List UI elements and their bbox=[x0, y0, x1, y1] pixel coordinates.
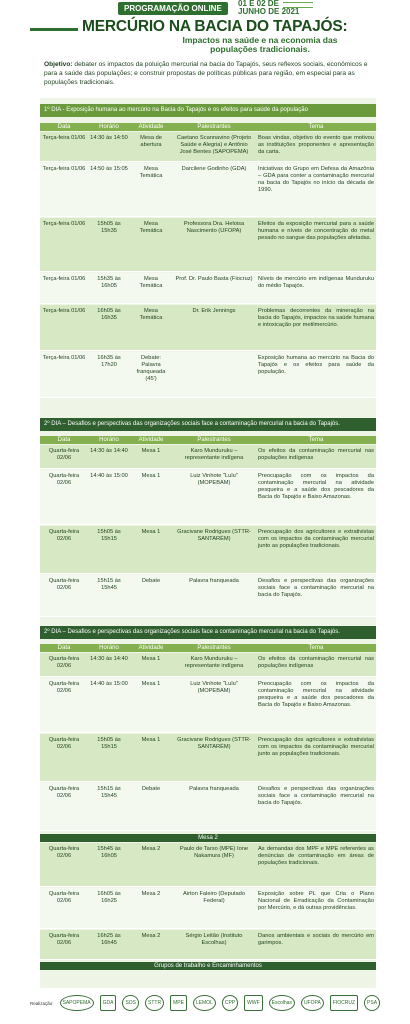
cell-topic: Desafios e perspectivas das organizações sociais face a contaminação mercurial na bacia do Tapajós. bbox=[258, 578, 374, 598]
workgroups-bar: Grupos de trabalho e Encaminhamentos bbox=[40, 962, 376, 970]
table-row bbox=[40, 653, 376, 677]
col-topic: Tema bbox=[308, 645, 324, 651]
cell-activity: Debate bbox=[141, 578, 161, 584]
cell-time: 15h05 às 15h35 bbox=[97, 221, 121, 234]
cell-date: Quarta-feira 02/06 bbox=[48, 529, 80, 542]
table-row bbox=[40, 783, 376, 831]
cell-speaker: Dr. Erik Jennings bbox=[192, 308, 236, 314]
sponsor-logo: STTR bbox=[145, 995, 164, 1011]
cell-date: Terça-feira 01/06 bbox=[42, 221, 86, 227]
realizacao-label: Realização: bbox=[30, 1000, 54, 1006]
cell-date: Quarta-feira 02/06 bbox=[48, 681, 80, 694]
sponsor-logos bbox=[30, 992, 380, 1014]
cell-time: 16h35 às 17h20 bbox=[97, 355, 121, 368]
cell-topic: Preocupação com os impactos da contaminação mercurial na atividade pesqueira e a saúde dos pescadores da Bacia do Tapajós e Baixo Amazonas. bbox=[258, 681, 374, 708]
sponsor-logo: LEMOL bbox=[193, 995, 216, 1011]
dates-line1: 01 E 02 DE bbox=[238, 0, 279, 8]
cell-date: Quarta-feira 02/06 bbox=[48, 891, 80, 904]
cell-date: Terça-feira 01/06 bbox=[42, 355, 86, 361]
cell-activity: Mesa 2 bbox=[141, 891, 161, 897]
cell-topic: Desafios e perspectivas das organizações sociais face a contaminação mercurial na bacia do Tapajós. bbox=[258, 786, 374, 806]
table-row bbox=[40, 734, 376, 782]
cell-time: 14:30 às 14:40 bbox=[90, 448, 128, 454]
cell-time: 14:40 às 15:00 bbox=[90, 473, 128, 479]
cell-speaker: Gracivane Rodrigues (STTR- SANTARÉM) bbox=[177, 529, 251, 542]
cell-time: 15h35 às 16h05 bbox=[97, 276, 121, 289]
cell-time: 15h15 às 15h45 bbox=[97, 786, 121, 799]
sponsor-logo: CPP bbox=[222, 995, 238, 1011]
cell-date: Terça-feira 01/06 bbox=[42, 166, 86, 172]
cell-topic: Danos ambientais e sociais do mercúrio em garimpos. bbox=[258, 933, 374, 946]
cell-date: Terça-feira 01/06 bbox=[42, 308, 86, 314]
cell-date: Quarta-feira 02/06 bbox=[48, 578, 80, 591]
table-row bbox=[40, 445, 376, 469]
waves-icon bbox=[283, 2, 313, 8]
cell-time: 16h05 às 16h25 bbox=[97, 891, 121, 904]
cell-speaker: Karo Munduruku – representante indígena bbox=[184, 448, 244, 461]
col-activity: Atividade bbox=[138, 437, 164, 443]
day2b-title: 2º DIA – Desafios e perspectivas das organizações sociais face a contaminação mercurial na bacia do Tapajós. bbox=[40, 626, 376, 639]
table-row bbox=[40, 888, 376, 929]
cell-date: Quarta-feira 02/06 bbox=[48, 846, 80, 859]
cell-time: 15h45 às 16h05 bbox=[97, 846, 121, 859]
cell-topic: Os efeitos da contaminação mercurial nas populações indígenas bbox=[258, 656, 374, 669]
table-header-day2b bbox=[40, 644, 376, 652]
cell-speaker bbox=[172, 352, 256, 397]
cell-activity: Mesa Temática bbox=[139, 276, 163, 289]
table-row bbox=[40, 218, 376, 272]
cell-time: 14:50 às 15:05 bbox=[90, 166, 128, 172]
mesa2-title: Mesa 2 bbox=[40, 834, 376, 842]
cell-speaker: Gracivane Rodrigues (STTR- SANTARÉM) bbox=[177, 737, 251, 750]
table-header-day2a bbox=[40, 436, 376, 444]
cell-speaker: Palavra franqueada bbox=[189, 578, 239, 584]
table-row bbox=[40, 273, 376, 304]
col-date: Data bbox=[57, 645, 71, 651]
table-row bbox=[40, 678, 376, 733]
cell-time: 14:30 às 14:40 bbox=[90, 656, 128, 662]
cell-speaker: Luiz Vinhote "Lulu" (MOPEBAM) bbox=[190, 681, 238, 694]
sponsor-logo: WWF bbox=[244, 995, 263, 1011]
cell-speaker: Professora Dra. Heloisa Nascimento (UFOPA) bbox=[183, 221, 245, 234]
cell-topic: Preocupação dos agricultores e extrativistas com os impactos da contaminação mercurial junto as populações tradicionais. bbox=[258, 737, 374, 757]
logo-list bbox=[60, 995, 381, 1011]
cell-time: 14:40 às 15:00 bbox=[90, 681, 128, 687]
cell-topic: Níveis de mercúrio em indígenas Munduruku do médio Tapajós. bbox=[258, 276, 374, 289]
cell-topic: Os efeitos da contaminação mercurial nas populações indígenas bbox=[258, 448, 374, 461]
cell-activity: Debate: Palavra franqueada (45') bbox=[136, 355, 166, 382]
cell-speaker: Paulo de Tarso (MPE) Ione Nakamura (MF) bbox=[179, 846, 249, 859]
col-topic: Tema bbox=[308, 437, 324, 443]
sponsor-logo: MPE bbox=[170, 995, 187, 1011]
page-title: MERCÚRIO NA BACIA DO TAPAJÓS: bbox=[82, 18, 348, 35]
cell-activity: Mesa 2 bbox=[141, 846, 161, 852]
cell-speaker: Sérgio Leitão (Instituto Escolhas) bbox=[185, 933, 243, 946]
sponsor-logo: SOS bbox=[122, 995, 139, 1011]
table-row bbox=[40, 132, 376, 162]
cell-activity: Mesa 1 bbox=[141, 681, 161, 687]
table-row bbox=[40, 352, 376, 398]
cell-time: 14:30 às 14:50 bbox=[90, 135, 128, 141]
col-activity: Atividade bbox=[138, 124, 164, 130]
col-speakers: Palestrantes bbox=[197, 124, 231, 130]
sponsor-logo: SAPOPEMA bbox=[60, 995, 94, 1011]
sponsor-logo: PSA bbox=[364, 995, 380, 1011]
sponsor-logo: UFOPA bbox=[301, 995, 324, 1011]
cell-topic: Exposição humana ao mercúrio na Bacia do Tapajós e os efeitos para saúde da população. bbox=[258, 355, 374, 375]
table-row bbox=[40, 843, 376, 887]
cell-time: 16h25 às 16h45 bbox=[97, 933, 121, 946]
col-date: Data bbox=[57, 124, 71, 130]
title-divider bbox=[30, 28, 78, 31]
cell-date: Quarta-feira 02/06 bbox=[48, 656, 80, 669]
cell-speaker: Airton Faleiro (Deputado Federal) bbox=[183, 891, 245, 904]
cell-date: Quarta-feira 02/06 bbox=[48, 473, 80, 486]
cell-time: 15h05 às 15h15 bbox=[97, 529, 121, 542]
cell-topic: Preocupação com os impactos da contaminação mercurial na atividade pesqueira e a saúde dos pescadores da Bacia do Tapajós e Baixo Amazonas. bbox=[258, 473, 374, 500]
cell-topic: Iniciativas do Grupo em Defesa da Amazônia – GDA para conter a contaminação mercurial na bacia do Tapajós no início da década de 1990. bbox=[258, 166, 374, 193]
cell-activity: Mesa 1 bbox=[141, 473, 161, 479]
cell-time: 15h15 às 15h45 bbox=[97, 578, 121, 591]
cell-speaker: Caetano Scannavino (Projeto Saúde e Alegria) e Antônio José Bentes (SAPOPEMA) bbox=[176, 135, 252, 155]
cell-topic: Efeitos da exposição mercurial para a saúde humana e níveis de concentração do metal pesado no sangue das populações afetadas. bbox=[258, 221, 374, 241]
dates-line2: JUNHO DE 2021 bbox=[238, 7, 300, 16]
cell-activity: Mesa 1 bbox=[141, 737, 161, 743]
table-row bbox=[40, 930, 376, 960]
table-header-day1 bbox=[40, 123, 376, 131]
cell-date: Quarta-feira 02/06 bbox=[48, 737, 80, 750]
cell-topic: Exposição sobre PL que Cria o Plano Nacional de Erradicação da Contaminação por Mercúrio, e dá outras providências. bbox=[258, 891, 374, 911]
col-time: Horário bbox=[99, 645, 119, 651]
sponsor-logo: GDA bbox=[100, 995, 117, 1011]
cell-activity: Mesa Temática bbox=[139, 221, 163, 234]
cell-activity: Mesa Temática bbox=[139, 166, 163, 179]
objective-text: debater os impactos da poluição mercurial na bacia do Tapajós, seus reflexos sociais, econômicos e para a saúde das populações; e construir propostas de políticas públicas para região, em especial para as populações tradicionais. bbox=[44, 61, 368, 87]
objective-label: Objetivo: bbox=[44, 61, 73, 68]
objective bbox=[44, 60, 370, 88]
cell-activity: Mesa 1 bbox=[141, 448, 161, 454]
cell-date: Terça-feira 01/06 bbox=[42, 276, 86, 282]
sponsor-logo: FIOCRUZ bbox=[330, 995, 358, 1011]
cell-topic: Boas vindas, objetivo do evento que motivou as instituições proponentes e apresentação da carta. bbox=[258, 135, 374, 155]
page-subtitle: Impactos na saúde e na economia das populações tradicionais. bbox=[182, 35, 338, 54]
col-time: Horário bbox=[99, 124, 119, 130]
cell-topic: Preocupação dos agricultores e extrativistas com os impactos da contaminação mercurial junto as populações tradicionais. bbox=[258, 529, 374, 549]
cell-activity: Mesa Temática bbox=[139, 308, 163, 321]
cell-activity: Debate bbox=[141, 786, 161, 792]
cell-speaker: Darcilene Godinho (GDA) bbox=[181, 166, 247, 172]
cell-speaker: Prof. Dr. Paulo Basta (Fiocruz) bbox=[175, 276, 253, 282]
day1-title: 1º DIA - Exposição humana ao mercúrio na Bacia do Tapajós e os efeitos para saúde da população bbox=[40, 104, 376, 117]
table-row bbox=[40, 163, 376, 217]
cell-activity: Mesa 1 bbox=[141, 529, 161, 535]
program-badge: PROGRAMAÇÃO ONLINE bbox=[118, 2, 228, 15]
cell-activity: Mesa de abertura bbox=[140, 135, 162, 148]
cell-activity: Mesa 1 bbox=[141, 656, 161, 662]
table-row bbox=[40, 526, 376, 574]
cell-date: Terça-feira 01/06 bbox=[42, 135, 86, 141]
col-speakers: Palestrantes bbox=[197, 437, 231, 443]
cell-date: Quarta-feira 02/06 bbox=[48, 786, 80, 799]
sponsor-logo: Escolhas bbox=[269, 995, 295, 1011]
cell-date: Quarta-feira 02/06 bbox=[48, 933, 80, 946]
cell-speaker: Palavra franqueada bbox=[189, 786, 239, 792]
table-row bbox=[40, 305, 376, 351]
table-row bbox=[40, 575, 376, 617]
col-speakers: Palestrantes bbox=[197, 645, 231, 651]
col-topic: Tema bbox=[308, 124, 324, 130]
col-activity: Atividade bbox=[138, 645, 164, 651]
cell-speaker: Luiz Vinhote "Lulu" (MOPEBAM) bbox=[190, 473, 238, 486]
col-time: Horário bbox=[99, 437, 119, 443]
cell-time: 15h05 às 15h15 bbox=[97, 737, 121, 750]
cell-activity: Mesa 2 bbox=[141, 933, 161, 939]
cell-speaker: Karo Munduruku – representante indígena bbox=[184, 656, 244, 669]
table-row bbox=[40, 470, 376, 525]
cell-time: 16h05 às 16h35 bbox=[97, 308, 121, 321]
cell-date: Quarta-feira 02/06 bbox=[48, 448, 80, 461]
header bbox=[0, 0, 410, 56]
day2a-title: 2º DIA – Desafios e perspectivas das organizações sociais face a contaminação mercurial na bacia do Tapajós. bbox=[40, 418, 376, 431]
cell-topic: Problemas decorrentes da mineração na bacia do Tapajós, impactos na saúde humana e intoxicação por metilmercúrio. bbox=[258, 308, 374, 328]
col-date: Data bbox=[57, 437, 71, 443]
cell-topic: As demandas dos MPF e MPE referentes as denúncias de contaminação em áreas de populações tradicionais. bbox=[258, 846, 374, 866]
